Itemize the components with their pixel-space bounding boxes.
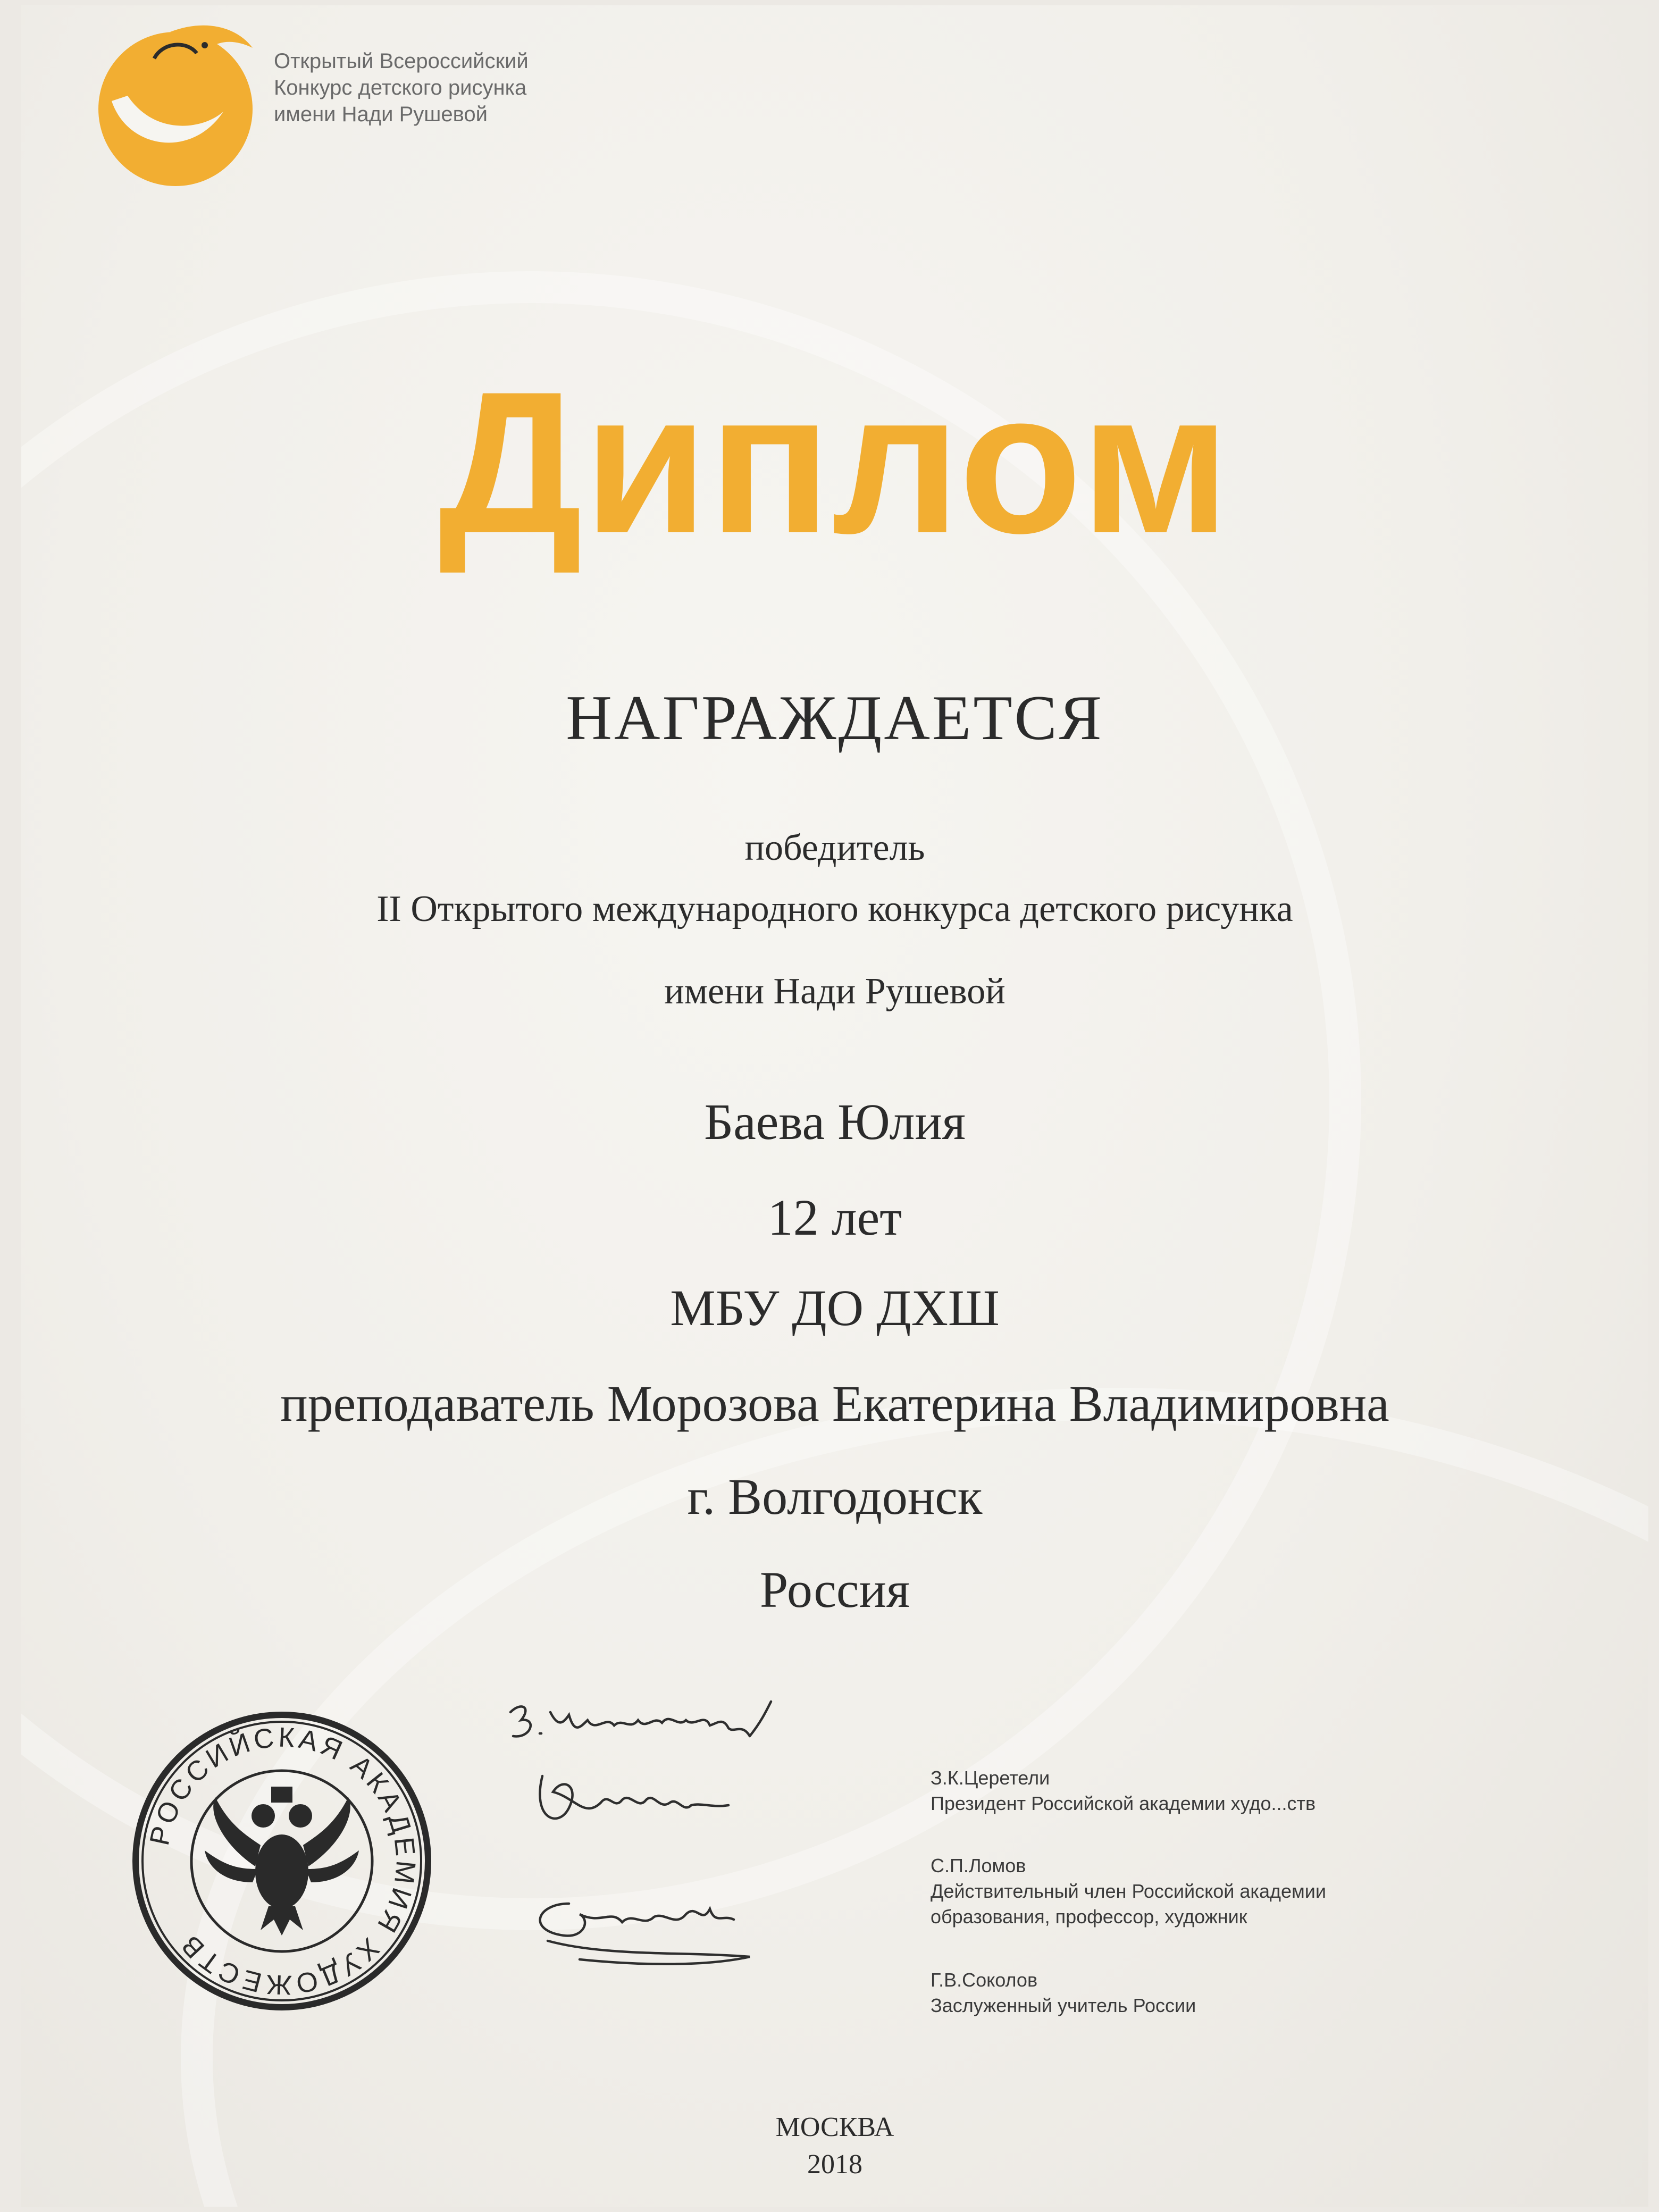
signer-title: образования, профессор, художник xyxy=(931,1906,1247,1928)
double-headed-eagle-icon xyxy=(205,1787,359,1936)
svg-text:РОССИЙСКАЯ АКАДЕМИЯ ХУДОЖЕСТВ: РОССИЙСКАЯ АКАДЕМИЯ ХУДОЖЕСТВ xyxy=(144,1722,422,2000)
logo-line: Конкурс детского рисунка xyxy=(274,76,527,99)
signer-block xyxy=(931,1967,1196,2018)
handwritten-signatures xyxy=(500,1691,904,2063)
awarded-heading: НАГРАЖДАЕТСЯ xyxy=(566,682,1104,753)
description-line: имени Нади Рушевой xyxy=(664,971,1006,1012)
recipient-name: Баева Юлия xyxy=(704,1093,966,1150)
description-line: победитель xyxy=(744,827,925,868)
logo-line: Открытый Всероссийский xyxy=(274,49,529,73)
contest-logo-icon xyxy=(90,16,266,191)
diploma-sheet xyxy=(21,5,1648,2207)
recipient-country: Россия xyxy=(759,1561,910,1618)
academy-seal-stamp xyxy=(128,1707,436,2015)
signer-name: З.К.Церетели xyxy=(931,1767,1050,1789)
contest-logo-text xyxy=(274,48,752,128)
logo-line: имени Нади Рушевой xyxy=(274,103,488,126)
signer-name: Г.В.Соколов xyxy=(931,1969,1038,1991)
issue-year: 2018 xyxy=(807,2149,862,2180)
recipient-school: МБУ ДО ДХШ xyxy=(670,1279,1000,1336)
signer-title: Действительный член Российской академии xyxy=(931,1880,1326,1902)
recipient-city: г. Волгодонск xyxy=(687,1468,983,1525)
signer-title: Президент Российской академии худо...ств xyxy=(931,1792,1316,1814)
signer-name: С.П.Ломов xyxy=(931,1855,1026,1876)
issue-city: МОСКВА xyxy=(775,2112,894,2142)
recipient-teacher: преподаватель Морозова Екатерина Владимировна xyxy=(280,1375,1389,1432)
recipient-age: 12 лет xyxy=(767,1189,902,1246)
signer-title: Заслуженный учитель России xyxy=(931,1995,1196,2016)
description-line: II Открытого международного конкурса детского рисунка xyxy=(376,889,1293,929)
signer-block xyxy=(931,1765,1316,1816)
signer-block xyxy=(931,1853,1326,1930)
diploma-title: Диплом xyxy=(438,349,1231,575)
